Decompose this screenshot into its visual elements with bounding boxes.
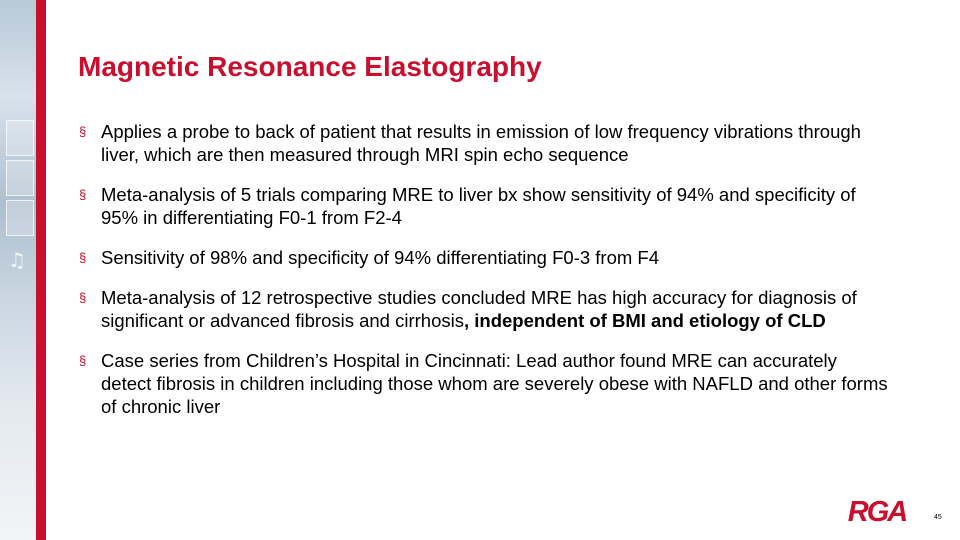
bullet-item <box>78 246 888 269</box>
decorative-panel <box>6 120 34 156</box>
bullet-item <box>78 120 888 166</box>
decorative-panel <box>6 160 34 196</box>
bullet-marker-icon: § <box>79 290 87 305</box>
bullet-marker-icon: § <box>79 250 87 265</box>
bullet-text: Meta-analysis of 12 retrospective studies concluded MRE has high accuracy for diagnosis of significant or advanced fibrosis and cirrhosis <box>101 287 857 331</box>
bullet-item <box>78 286 888 332</box>
accent-bar <box>36 0 46 540</box>
rga-logo-text: RGA <box>847 496 907 526</box>
bullet-marker-icon: § <box>79 187 87 202</box>
bullet-text: Case series from Children’s Hospital in Cincinnati: Lead author found MRE can accurately detect fibrosis in children including those whom are severely obese with NAFLD and other forms of chronic liver <box>101 350 888 417</box>
bullet-list <box>78 120 888 435</box>
bullet-text: Meta-analysis of 5 trials comparing MRE to liver bx show sensitivity of 94% and specificity of 95% in differentiating F0-1 from F2-4 <box>101 184 856 228</box>
bullet-marker-icon: § <box>79 124 87 139</box>
bullet-marker-icon: § <box>79 353 87 368</box>
rga-logo <box>840 494 914 526</box>
bullet-item <box>78 349 888 418</box>
decorative-panel <box>6 200 34 236</box>
bullet-text: Applies a probe to back of patient that results in emission of low frequency vibrations through liver, which are then measured through MRI spin echo sequence <box>101 121 861 165</box>
music-note-icon: ♫ <box>8 248 26 272</box>
bullet-bold-text: , independent of BMI and etiology of CLD <box>463 310 826 331</box>
side-decorative-strip <box>0 0 36 540</box>
page-number: 45 <box>934 514 942 521</box>
bullet-item <box>78 183 888 229</box>
bullet-text: Sensitivity of 98% and specificity of 94% differentiating F0-3 from F4 <box>101 247 660 268</box>
slide-title: Magnetic Resonance Elastography <box>78 51 542 82</box>
